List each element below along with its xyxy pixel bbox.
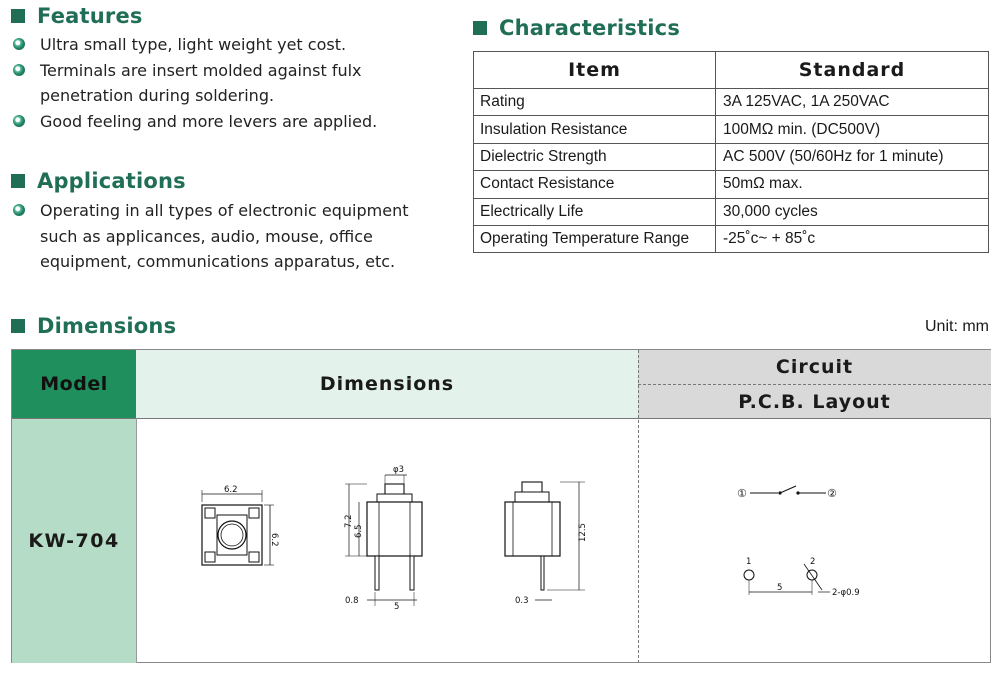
divider [136, 418, 137, 663]
square-bullet-icon [11, 319, 25, 333]
circuit-header: Circuit [638, 350, 991, 384]
pcb-layout-drawing [732, 550, 892, 610]
dimensions-heading [11, 314, 176, 338]
unit-label: Unit: mm [925, 318, 989, 335]
characteristics-title: Characteristics [499, 16, 681, 40]
pcb-pad-2-label: 2 [810, 557, 816, 567]
pcb-pad-1-label: 1 [746, 557, 752, 567]
table-row: Operating Temperature Range -25˚c~ + 85˚c [474, 225, 989, 252]
circuit-diagram [732, 482, 842, 512]
table-row: Rating 3A 125VAC, 1A 250VAC [474, 89, 989, 116]
pin-thickness-label: 0.3 [515, 596, 529, 606]
pcb-hole-label: 2-φ0.9 [832, 588, 860, 598]
features-list [11, 32, 377, 134]
applications-list [11, 198, 408, 275]
characteristics-heading [473, 16, 680, 40]
height-65-label: 6.5 [354, 524, 364, 538]
front-view-drawing [337, 460, 447, 610]
bullet-dot-icon [13, 38, 25, 50]
list-item: Operating in all types of electronic equipment [11, 198, 408, 224]
characteristics-table [473, 51, 989, 253]
list-item: equipment, communications apparatus, etc. [40, 252, 396, 271]
column-header-standard: Standard [716, 52, 989, 89]
list-item: penetration during soldering. [40, 86, 275, 105]
square-bullet-icon [11, 9, 25, 23]
pin-pitch-label: 5 [394, 602, 400, 612]
model-header: Model [12, 350, 136, 418]
table-row: Dielectric Strength AC 500V (50/60Hz for 1 minute) [474, 143, 989, 170]
divider [638, 350, 639, 663]
applications-heading [11, 169, 186, 193]
pcb-layout-header: P.C.B. Layout [638, 384, 991, 418]
table-row: Contact Resistance 50mΩ max. [474, 171, 989, 198]
height-125-label: 12.5 [578, 523, 588, 542]
features-title: Features [37, 4, 143, 28]
list-item: such as applicances, audio, mouse, office [40, 226, 373, 246]
applications-title: Applications [37, 169, 186, 193]
top-view-drawing [182, 480, 292, 590]
list-item: Terminals are insert molded against fulx [11, 58, 377, 84]
features-heading [11, 4, 143, 28]
list-item: Ultra small type, light weight yet cost. [11, 32, 377, 58]
dimensions-header: Dimensions [136, 350, 638, 418]
top-height-label: 6.2 [269, 533, 279, 547]
model-value: KW-704 [12, 418, 136, 663]
terminal-1-label: ① [737, 487, 747, 500]
list-item: Good feeling and more levers are applied. [11, 109, 377, 135]
column-header-item: Item [474, 52, 716, 89]
dimensions-table [11, 349, 991, 663]
pin-width-label: 0.8 [345, 596, 359, 606]
pcb-pitch-label: 5 [777, 583, 783, 593]
bullet-dot-icon [13, 204, 25, 216]
phi3-label: φ3 [393, 465, 405, 475]
bullet-dot-icon [13, 115, 25, 127]
table-header-row [474, 52, 989, 89]
dimensions-title: Dimensions [37, 314, 177, 338]
top-width-label: 6.2 [224, 485, 238, 495]
square-bullet-icon [473, 21, 487, 35]
side-view-drawing [497, 460, 607, 610]
table-row: Electrically Life 30,000 cycles [474, 198, 989, 225]
height-72-label: 7.2 [344, 514, 354, 528]
square-bullet-icon [11, 174, 25, 188]
divider [12, 418, 990, 419]
terminal-2-label: ② [827, 487, 837, 500]
bullet-dot-icon [13, 64, 25, 76]
table-row: Insulation Resistance 100MΩ min. (DC500V) [474, 116, 989, 143]
